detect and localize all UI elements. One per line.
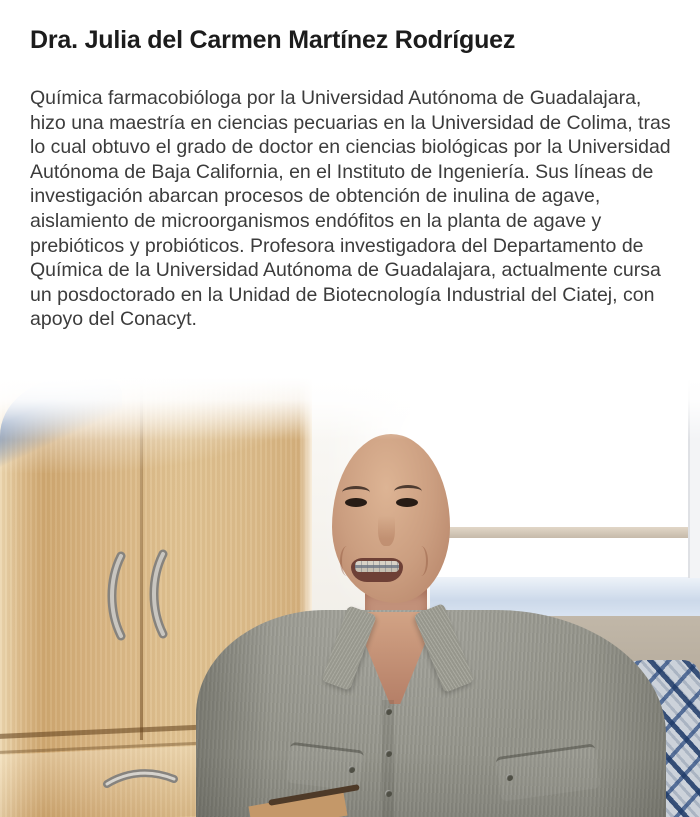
smiling-mouth xyxy=(351,558,403,582)
shirt-button xyxy=(385,750,392,757)
teeth-with-braces xyxy=(355,561,399,572)
roller-shade-bar xyxy=(436,527,700,538)
eye-right xyxy=(396,498,418,507)
pocket-button-right xyxy=(506,774,513,781)
nose xyxy=(378,508,395,546)
shirt-button xyxy=(385,708,392,715)
profile-photo xyxy=(0,378,700,817)
eye-left xyxy=(345,498,367,507)
shirt-placket xyxy=(382,700,394,817)
shirt-button xyxy=(385,790,392,797)
pocket-button-left xyxy=(348,766,355,773)
eyebrow-right xyxy=(394,485,422,498)
bio-paragraph: Química farmacobióloga por la Universidad Autónoma de Guadalajara, hizo una maestría en ciencias pecuarias en la Universidad de Colima, tras lo cual obtuvo el grado de doctor en ciencias biológicas por la Universidad Autónoma de Baja California, en el Instituto de Ingeniería. Sus líneas de investigación abarcan procesos de obtención de inulina de agave, aislamiento de microorganismos endófitos en la planta de agave y prebióticos y probióticos. Profesora investigadora del Departamento de Química de la Universidad Autónoma de Guadalajara, actualmente cursa un posdoctorado en la Unidad de Biotecnología Industrial del Ciatej, con apoyo del Conacyt. xyxy=(30,87,671,331)
photo-top-fade-left xyxy=(0,378,340,473)
smile-crease-right xyxy=(414,546,428,576)
page-title: Dra. Julia del Carmen Martínez Rodríguez xyxy=(30,26,516,54)
